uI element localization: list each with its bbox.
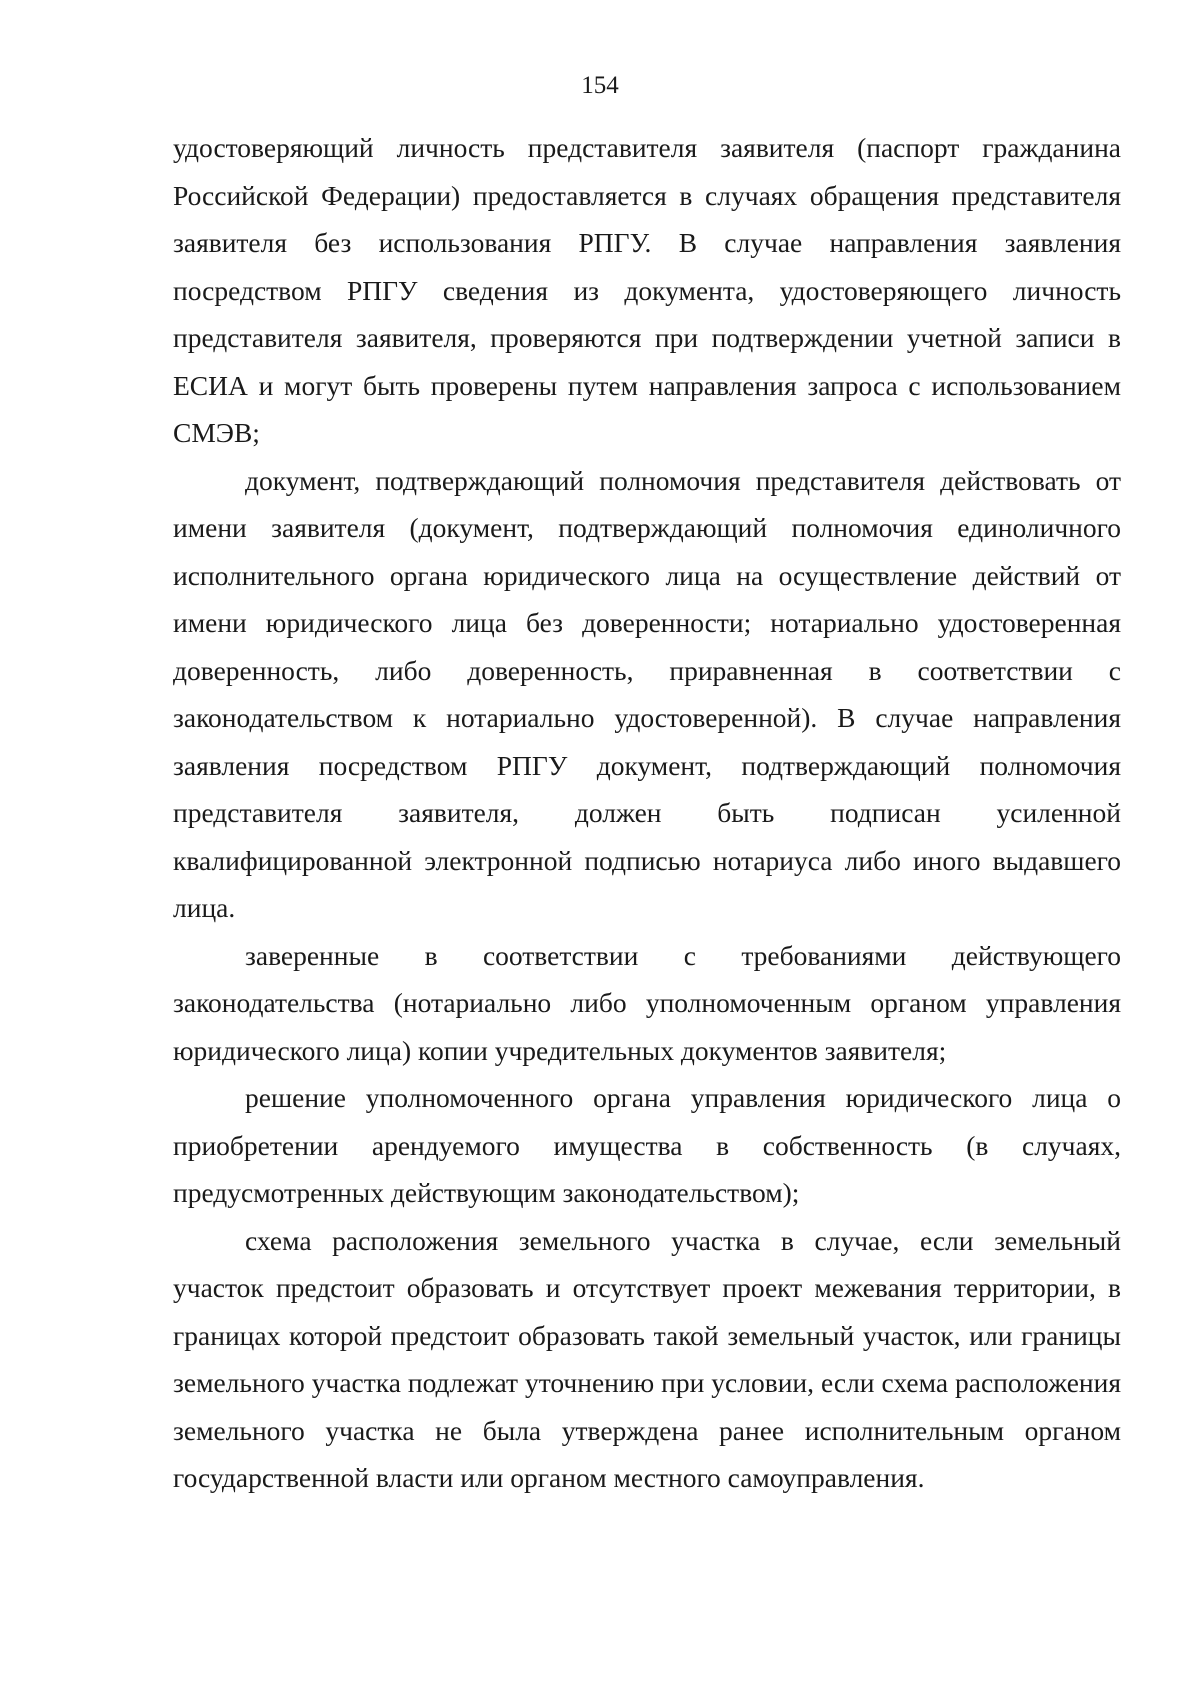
paragraph-founding-documents: заверенные в соответствии с требованиями действующего законодательства (нотариально либо уполномоченным органом управления юридического лица) копии учредительных документов заявителя; — [173, 939, 1121, 1066]
paragraph-land-plot-scheme: схема расположения земельного участка в случае, если земельный участок предстоит образовать и отсутствует проект межевания территории, в границах которой предстоит образовать такой земельный участок, или границы земельного участка подлежат уточнению при условии, если схема расположения земельного участка не была утверждена ранее исполнительным органом государственной власти или органом местного самоуправления. — [173, 1224, 1121, 1493]
paragraph-acquisition-decision: решение уполномоченного органа управления юридического лица о приобретении арендуемого имущества в собственность (в случаях, предусмотренных действующим законодательством); — [173, 1082, 1121, 1208]
page-number: 154 — [581, 72, 619, 99]
document-body — [173, 124, 1121, 1502]
paragraph-identity-document: удостоверяющий личность представителя заявителя (паспорт гражданина Российской Федерации) предоставляется в случаях обращения представителя заявителя без использования РПГУ. В случае направления заявления посредством РПГУ сведения из документа, удостоверяющего личность представителя заявителя, проверяются при подтверждении учетной записи в ЕСИА и могут быть проверены путем направления запроса с использованием СМЭВ; — [173, 132, 1121, 448]
paragraph-authority-document: документ, подтверждающий полномочия представителя действовать от имени заявителя (документ, подтверждающий полномочия единоличного исполнительного органа юридического лица на осуществление действий от имени юридического лица без доверенности; нотариально удостоверенная доверенность, либо доверенность, приравненная в соответствии с законодательством к нотариально удостоверенной). В случае направления заявления посредством РПГУ документ, подтверждающий полномочия представителя заявителя, должен быть подписан усиленной квалифицированной электронной подписью нотариуса либо иного выдавшего лица. — [173, 464, 1121, 923]
